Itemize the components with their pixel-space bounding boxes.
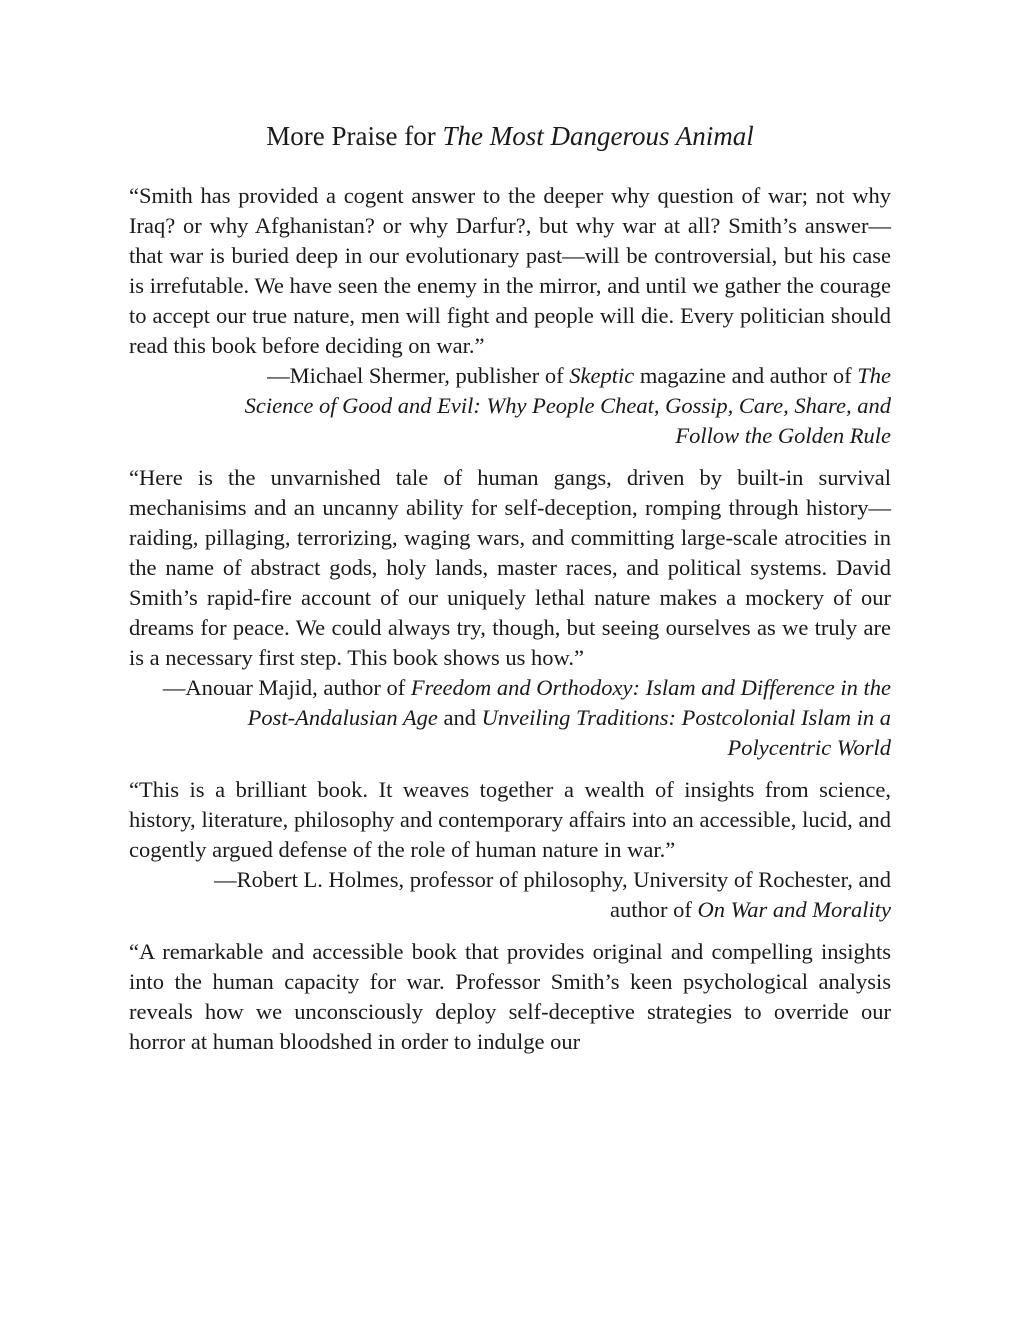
attribution-text: magazine and author of	[634, 363, 858, 388]
attribution-text: —Robert L. Holmes, professor of philosophy, University of Rochester, and author of	[214, 867, 891, 922]
endorsement-quote: “A remarkable and accessible book that provides original and compelling insights into the human capacity for war. Professor Smith’s keen psychological analysis reveals how we unconsciously deploy self-deceptive strategies to override our horror at human bloodshed in order to indulge our	[129, 939, 891, 1054]
praise-page	[129, 118, 891, 1057]
attribution-text: —Michael Shermer, publisher of	[267, 363, 570, 388]
page-title	[129, 118, 891, 154]
endorsement	[129, 181, 891, 451]
endorsement	[129, 775, 891, 925]
endorsement-attribution	[129, 361, 891, 451]
endorsement-attribution	[129, 865, 891, 925]
attribution-book-title: On War and Morality	[697, 897, 891, 922]
endorsement-quote: “Smith has provided a cogent answer to the deeper why question of war; not why Iraq? or why Afghanistan? or why Darfur?, but why war at all? Smith’s answer—that war is buried deep in our evolutionary past—will be controversial, but his case is irrefutable. We have seen the enemy in the mirror, and until we gather the courage to accept our true nature, men will fight and people will die. Every politician should read this book before deciding on war.”	[129, 183, 891, 358]
attribution-publication: Skeptic	[569, 363, 635, 388]
endorsement	[129, 463, 891, 763]
attribution-book-title: Unveiling Traditions: Postcolonial Islam in a Polycentric World	[481, 705, 891, 760]
page-title-prefix: More Praise for	[266, 121, 443, 151]
attribution-text: and	[437, 705, 482, 730]
endorsement	[129, 937, 891, 1057]
endorsement-attribution	[129, 673, 891, 763]
endorsement-quote: “This is a brilliant book. It weaves together a wealth of insights from science, history, literature, philosophy and contemporary affairs into an accessible, lucid, and cogently argued defense of the role of human nature in war.”	[129, 777, 891, 862]
attribution-text: —Anouar Majid, author of	[162, 675, 411, 700]
attribution-book-title: The Science of Good and Evil: Why People Cheat, Gossip, Care, Share, and Follow the Golden Rule	[244, 363, 891, 448]
attribution-book-title: Freedom and Orthodoxy: Islam and Difference in the Post-Andalusian Age	[247, 675, 891, 730]
page-title-book: The Most Dangerous Animal	[442, 121, 754, 151]
endorsement-quote: “Here is the unvarnished tale of human gangs, driven by built-in survival mechanisims and an uncanny ability for self-deception, romping through history—raiding, pillaging, terrorizing, waging wars, and committing large-scale atrocities in the name of abstract gods, holy lands, master races, and political systems. David Smith’s rapid-fire account of our uniquely lethal nature makes a mockery of our dreams for peace. We could always try, though, but seeing ourselves as we truly are is a necessary first step. This book shows us how.”	[129, 465, 891, 670]
